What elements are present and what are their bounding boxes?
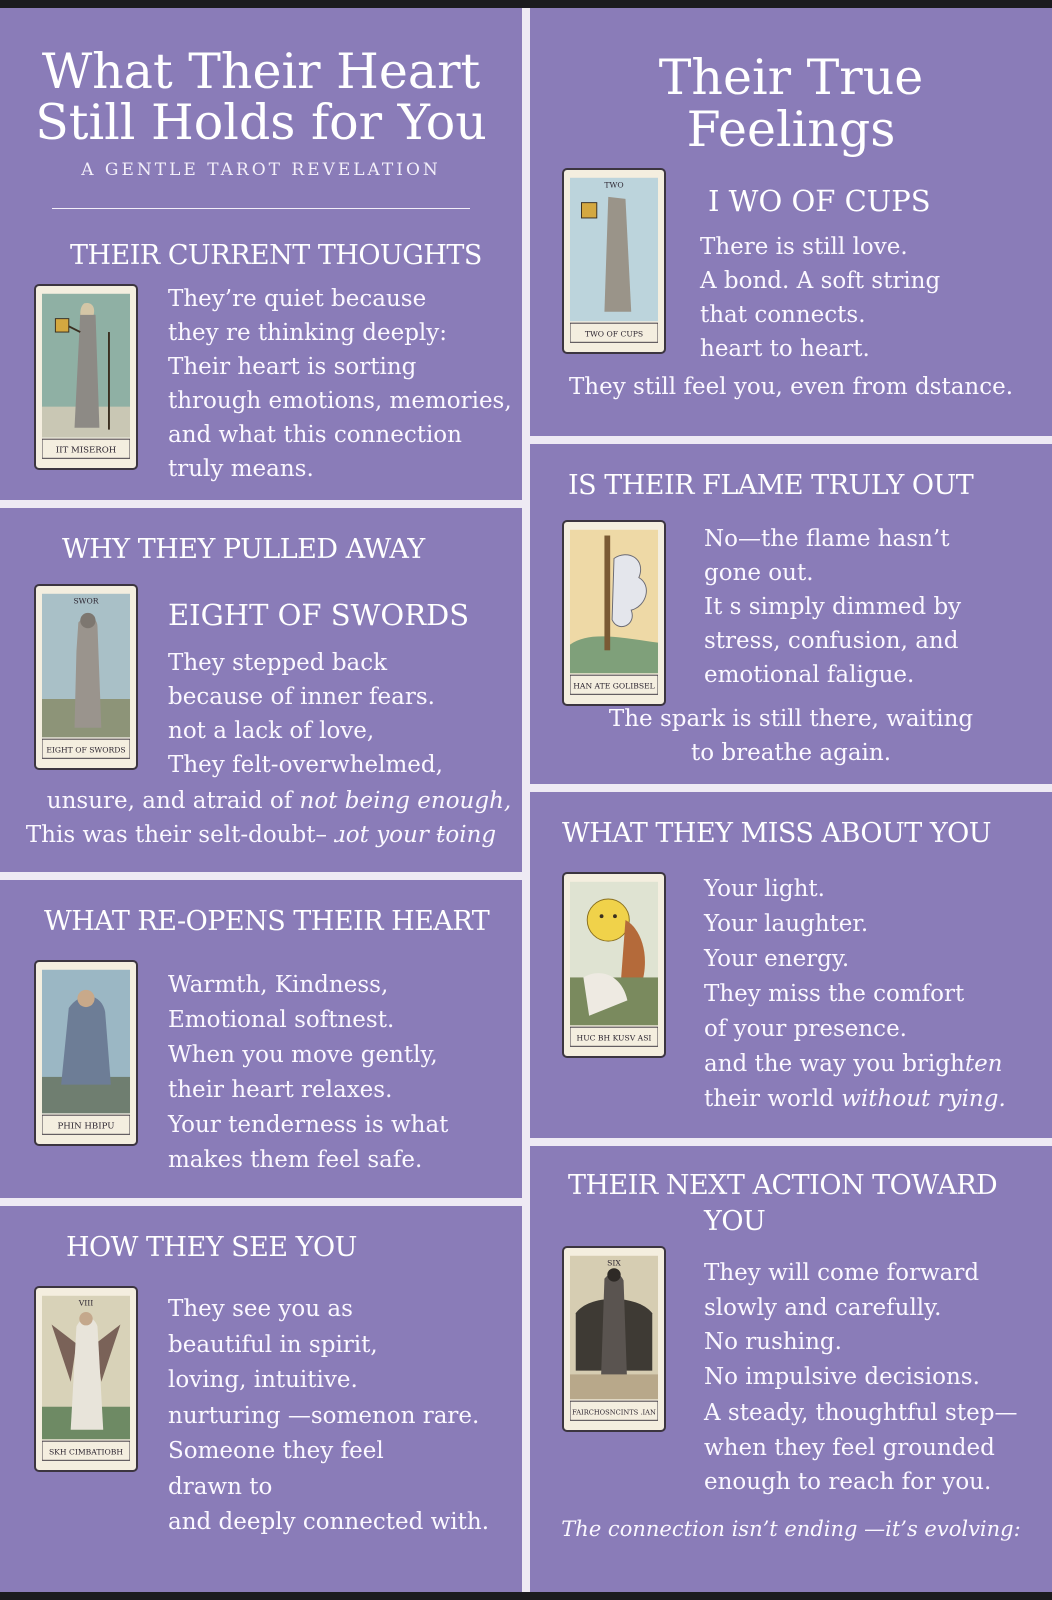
line: Your tenderness is what [168, 1112, 449, 1138]
line: It s simply dimmed by [704, 594, 962, 620]
card-label-flame: HAN ATE GOLIBSEL [573, 681, 655, 691]
line: Emotional softnest. [168, 1007, 395, 1033]
line-text: their world [704, 1086, 842, 1112]
heading-miss: WHAT THEY MISS ABOUT YOU [562, 818, 992, 849]
heading-see-you: HOW THEY SEE YOU [66, 1232, 357, 1263]
line: through emotions, memories, [168, 388, 512, 414]
line: No—the flame hasn’t [704, 526, 950, 552]
line: A bond. A soft string [700, 268, 941, 294]
panel-reopens [0, 880, 522, 1198]
closing-line: They still feel you, even from dstance. [568, 374, 1014, 400]
gap [0, 1198, 522, 1206]
line: slowly and carefully. [704, 1294, 942, 1321]
heading-next-action-line1: THEIR NEXT ACTION TOWARD [568, 1170, 998, 1201]
column-divider [522, 8, 530, 1592]
heading-reopens: WHAT RE-OPENS THEIR HEART [44, 906, 490, 937]
closing-line: to breathe again. [690, 740, 892, 766]
card-label-sun: HUC BH KUSV ASI [576, 1033, 652, 1043]
line: that connects. [700, 302, 866, 328]
card-top-label-see-you: VIII [78, 1298, 94, 1308]
tarot-card-see-you [34, 1286, 138, 1472]
right-title-line2: Feelings [686, 101, 896, 158]
line: Your energy. [704, 946, 850, 972]
tarot-card-next-action-art [570, 1254, 658, 1424]
line: because of inner fears. [168, 684, 435, 710]
panel-miss [530, 792, 1052, 1138]
main-subtitle: A GENTLE TAROT REVELATION [81, 160, 441, 180]
closing-line-2 [0, 818, 522, 852]
text-current-thoughts [168, 282, 512, 486]
text-pulled-away [168, 646, 443, 782]
line: When you move gently, [168, 1042, 438, 1068]
closing-pulled-away [0, 784, 522, 852]
line-text: and the way you brigh [704, 1051, 965, 1077]
tarot-card-sun-art [570, 880, 658, 1050]
line: heart to heart. [700, 336, 870, 362]
line: Your light. [704, 876, 825, 902]
closing-true-feelings [530, 370, 1052, 404]
gap [0, 500, 522, 508]
panel-true-feelings [530, 8, 1052, 436]
tarot-card-see-you-art [42, 1294, 130, 1464]
line: There is still love. [700, 234, 908, 260]
right-title-line1: Their True [658, 49, 924, 106]
line: truly means. [168, 456, 314, 482]
text-true-feelings [700, 230, 940, 366]
line: nurturing —somenon rare. [168, 1402, 480, 1429]
tarot-card-sun [562, 872, 666, 1058]
panel-next-action [530, 1146, 1052, 1592]
line: They miss the comfort [704, 981, 965, 1007]
line: Someone they feel [168, 1438, 384, 1464]
heading-current-thoughts: THEIR CURRENT THOUGHTS [70, 240, 482, 271]
card-top-label-next: SIX [607, 1258, 621, 1268]
line-italic: without rying. [841, 1086, 1006, 1112]
heading-next-action-line2: YOU [704, 1206, 766, 1237]
main-title-line1: What Their Heart [41, 43, 481, 100]
line: emotional faligue. [704, 662, 915, 688]
card-name-two-cups: I WO OF CUPS [708, 184, 931, 218]
panel-current-thoughts [0, 8, 522, 500]
title-divider [52, 208, 470, 209]
tarot-card-reopens-art [42, 968, 130, 1138]
line: when they feel grounded [704, 1434, 995, 1461]
text-miss [704, 872, 1006, 1117]
line: beautiful in spirit, [168, 1331, 378, 1358]
tarot-card-next-action [562, 1246, 666, 1432]
closing-line: The connection isn’t ending —it’s evolving: [561, 1517, 1021, 1541]
card-name-eight-swords: EIGHT OF SWORDS [168, 598, 470, 632]
closing-line-1 [0, 784, 522, 818]
card-label-see-you: SKH CIMBATIOBH [48, 1447, 124, 1457]
card-label-current: IIT MISEROH [55, 445, 117, 456]
closing-italic: ɹot your ŧoing [334, 822, 497, 848]
line: not a lack of love, [168, 718, 375, 744]
tarot-card-eight-swords-art [42, 592, 130, 762]
card-label-two-cups: TWO OF CUPS [584, 329, 644, 339]
line: gone out. [704, 560, 814, 586]
tarot-card-hermit-art [42, 292, 130, 462]
line: They will come forward [704, 1260, 980, 1286]
tarot-card-hermit [34, 284, 138, 470]
tarot-card-flame-art [570, 528, 658, 698]
line: they re thinking deeply: [168, 320, 448, 346]
panel-see-you [0, 1206, 522, 1592]
line: No impulsive decisions. [704, 1363, 980, 1390]
closing-text: This was their selt-doubt– [25, 822, 335, 848]
heading-pulled-away: WHY THEY PULLED AWAY [62, 534, 425, 565]
line: Their heart is sorting [168, 354, 417, 380]
line: drawn to [168, 1473, 273, 1500]
line: makes them feel safe. [168, 1147, 423, 1173]
line: They stepped back [168, 650, 388, 676]
gap [530, 784, 1052, 792]
panel-pulled-away [0, 508, 522, 872]
line: No rushing. [704, 1329, 842, 1355]
closing-flame [530, 702, 1052, 770]
gap [0, 872, 522, 880]
tarot-card-two-cups-art [570, 176, 658, 346]
closing-line: The spark is still there, waiting [608, 706, 974, 732]
gap [530, 1138, 1052, 1146]
line: Warmth, Kindness, [168, 972, 389, 998]
tarot-card-eight-swords [34, 584, 138, 770]
text-next-action [704, 1256, 1017, 1500]
line: They’re quiet because [168, 286, 427, 312]
closing-text: unsure, and atraid of [46, 788, 300, 814]
closing-italic: not being enough, [299, 788, 512, 814]
panel-flame [530, 444, 1052, 784]
gap [530, 436, 1052, 444]
line: of your presence. [704, 1016, 907, 1042]
closing-next-action [530, 1512, 1052, 1546]
line: loving, intuitive. [168, 1367, 358, 1393]
text-flame [704, 522, 961, 692]
card-label-reopens: PHIN HBIPU [57, 1121, 115, 1132]
line [704, 1047, 1006, 1082]
line: enough to reach for you. [704, 1469, 992, 1495]
text-reopens [168, 968, 448, 1178]
heading-flame: IS THEIR FLAME TRULY OUT [568, 470, 974, 501]
card-top-label-two-cups: TWO [604, 180, 624, 190]
card-label-next: FAIRCHOSNCINTS .IAN [572, 1408, 656, 1417]
line: stress, confusion, and [704, 628, 959, 654]
line: They felt-overwhelmed, [168, 752, 443, 778]
line [704, 1082, 1006, 1117]
tarot-card-reopens [34, 960, 138, 1146]
card-label-swords: EIGHT OF SWORDS [46, 745, 126, 755]
card-top-label-swords: SWOR [73, 596, 99, 606]
line-italic: ten [964, 1051, 1003, 1077]
line: and what this connection [168, 422, 462, 448]
line: They see you as [168, 1296, 353, 1322]
main-title-line2: Still Holds for You [35, 94, 487, 151]
tarot-card-flame [562, 520, 666, 706]
line: A steady, thoughtful step— [704, 1400, 1018, 1426]
line: and deeply connected with. [168, 1509, 490, 1535]
tarot-card-two-cups [562, 168, 666, 354]
text-see-you [168, 1292, 489, 1541]
line: their heart relaxes. [168, 1077, 393, 1103]
line: Your laughter. [704, 911, 869, 937]
